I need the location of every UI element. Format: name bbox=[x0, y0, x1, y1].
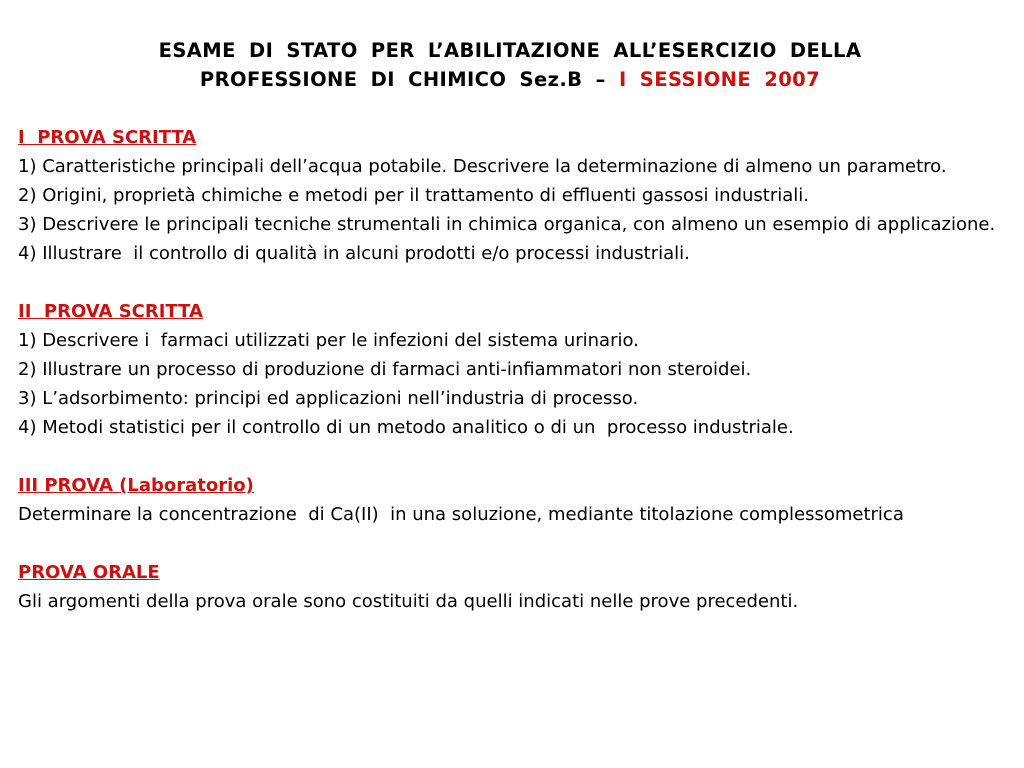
list-item: 1) Caratteristiche principali dell’acqua potabile. Descrivere la determinazione di almeno un parametro. bbox=[18, 156, 947, 177]
list-item: 2) Illustrare un processo di produzione di farmaci anti-infiammatori non steroidei. bbox=[18, 359, 752, 380]
section-heading: III PROVA (Laboratorio) bbox=[18, 475, 254, 496]
list-item: 4) Illustrare il controllo di qualità in alcuni prodotti e/o processi industriali. bbox=[18, 243, 690, 264]
section-prova-scritta-1 bbox=[18, 123, 1002, 268]
section-heading: PROVA ORALE bbox=[18, 562, 160, 583]
list-item: Determinare la concentrazione di Ca(II) in una soluzione, mediante titolazione complessometrica bbox=[18, 504, 904, 525]
list-item: 4) Metodi statistici per il controllo di un metodo analitico o di un processo industriale. bbox=[18, 417, 794, 438]
list-item: 1) Descrivere i farmaci utilizzati per le infezioni del sistema urinario. bbox=[18, 330, 639, 351]
section-prova-laboratorio bbox=[18, 471, 1002, 529]
section-heading: I PROVA SCRITTA bbox=[18, 127, 197, 148]
section-prova-scritta-2 bbox=[18, 297, 1002, 442]
list-item: 3) L’adsorbimento: principi ed applicazioni nell’industria di processo. bbox=[18, 388, 639, 409]
document-page bbox=[18, 36, 1002, 616]
session-label: I SESSIONE 2007 bbox=[618, 68, 821, 91]
title-line-1: ESAME DI STATO PER L’ABILITAZIONE ALL’ESERCIZIO DELLA bbox=[158, 39, 862, 62]
list-item: 2) Origini, proprietà chimiche e metodi per il trattamento di effluenti gassosi industriali. bbox=[18, 185, 810, 206]
title-line-2 bbox=[18, 65, 1002, 94]
section-heading: II PROVA SCRITTA bbox=[18, 301, 203, 322]
document-title bbox=[18, 36, 1002, 94]
title-line-2-text: PROFESSIONE DI CHIMICO Sez.B – bbox=[199, 68, 619, 91]
list-item: Gli argomenti della prova orale sono costituiti da quelli indicati nelle prove precedenti. bbox=[18, 591, 799, 612]
section-prova-orale bbox=[18, 558, 1002, 616]
list-item: 3) Descrivere le principali tecniche strumentali in chimica organica, con almeno un esempio di applicazione. bbox=[18, 214, 996, 235]
